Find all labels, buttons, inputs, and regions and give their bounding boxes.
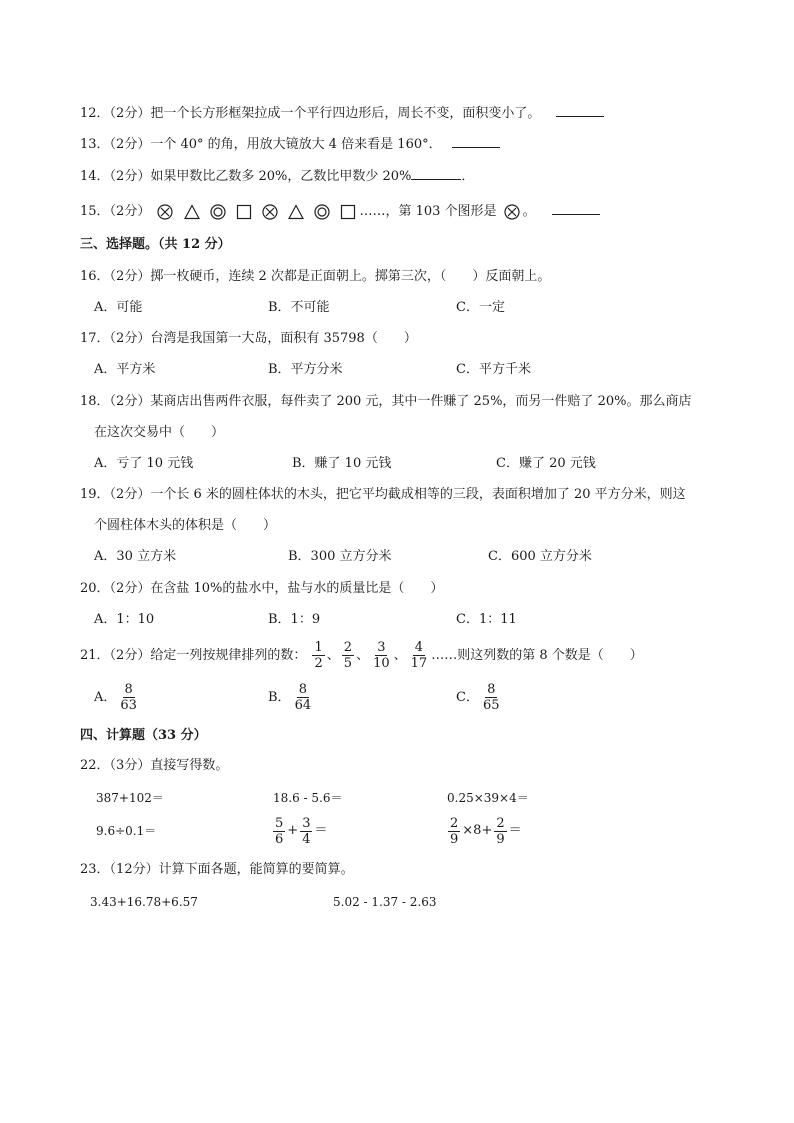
- question-23: [80, 861, 354, 879]
- numerator: 3: [302, 815, 311, 831]
- question-number: 22．: [80, 758, 110, 773]
- answer-blank[interactable]: [552, 200, 600, 215]
- question-text: 台湾是我国第一大岛，面积有 35798（ ）: [150, 331, 417, 346]
- question-text: 给定一列按规律排列的数：: [150, 648, 307, 663]
- question-15: [80, 200, 600, 221]
- circle-x-icon: [504, 204, 520, 220]
- option-a[interactable]: [94, 681, 141, 715]
- double-circle-icon: [210, 204, 226, 220]
- question-score: （2分）: [109, 487, 151, 502]
- denominator: 17: [410, 656, 428, 671]
- question-20: [80, 580, 443, 598]
- question-score: （2分）: [109, 106, 151, 121]
- section-heading: 四、计算题（33 分）: [80, 728, 207, 743]
- option-a[interactable]: A．可能: [94, 300, 143, 315]
- answer-blank[interactable]: [556, 102, 604, 117]
- option-c[interactable]: C．600 立方分米: [488, 549, 592, 564]
- numerator: 3: [377, 640, 386, 655]
- option-b[interactable]: B．赚了 10 元钱: [292, 456, 392, 471]
- question-tail: 。: [522, 204, 536, 219]
- option-b[interactable]: B．平方分米: [268, 362, 343, 377]
- question-18: [80, 393, 691, 411]
- numerator: 5: [275, 815, 284, 831]
- question-score: （12分）: [109, 862, 159, 877]
- option-c[interactable]: C．1：11: [456, 612, 517, 627]
- question-score: （2分）: [109, 169, 151, 184]
- equals-sign: ＝: [314, 823, 328, 838]
- question-21: [80, 639, 643, 673]
- question-number: 21．: [80, 648, 110, 663]
- fraction: [448, 816, 460, 847]
- calc-item: 5.02 - 1.37 - 2.63: [333, 895, 437, 909]
- option-b[interactable]: B．300 立方分米: [288, 549, 392, 564]
- option-b[interactable]: B．1：9: [268, 612, 321, 627]
- question-16: [80, 268, 550, 286]
- denominator: 63: [120, 698, 137, 713]
- calc-item: 0.25×39×4＝: [447, 791, 529, 805]
- option-b[interactable]: [268, 681, 315, 715]
- option-fraction: [293, 682, 314, 713]
- question-score: （2分）: [109, 137, 151, 152]
- option-a[interactable]: A．1：10: [94, 612, 155, 627]
- question-number: 15．: [80, 204, 110, 219]
- double-circle-icon: [314, 204, 330, 220]
- question-number: 13．: [80, 137, 110, 152]
- equals-sign: ＝: [508, 823, 522, 838]
- question-score: （2分）: [109, 204, 151, 219]
- numerator: 8: [124, 682, 133, 697]
- question-score: （2分）: [109, 394, 151, 409]
- fraction: [300, 816, 312, 847]
- question-number: 16．: [80, 269, 110, 284]
- denominator: 2: [314, 656, 323, 671]
- sequence-fraction: [312, 640, 324, 671]
- denominator: 6: [275, 831, 284, 847]
- calc-item: 387+102＝: [96, 791, 164, 805]
- question-number: 23．: [80, 862, 110, 877]
- triangle-icon: [184, 204, 200, 220]
- question-text: 某商店出售两件衣服，每件卖了 200 元，其中一件赚了 25%，而另一件赔了 20%。那么商店: [150, 394, 692, 409]
- question-19: [80, 486, 686, 504]
- answer-blank[interactable]: [411, 165, 461, 180]
- separator: 、: [356, 648, 370, 663]
- question-text: 一个长 6 米的圆柱体状的木头，把它平均截成相等的三段，表面积增加了 20 平方分米，则这: [150, 487, 686, 502]
- operator: +: [287, 823, 299, 838]
- triangle-icon: [288, 204, 304, 220]
- calc-item: [271, 813, 327, 850]
- question-text: 如果甲数比乙数多 20%，乙数比甲数少 20%: [150, 169, 412, 184]
- option-a[interactable]: A．亏了 10 元钱: [94, 456, 194, 471]
- fraction: [494, 816, 506, 847]
- question-text: 计算下面各题，能简算的要简算。: [158, 862, 354, 877]
- option-label: B．: [268, 690, 291, 705]
- question-text: 掷一枚硬币，连续 2 次都是正面朝上。掷第三次，（ ）反面朝上。: [150, 269, 551, 284]
- circle-x-icon: [262, 204, 278, 220]
- option-b[interactable]: B．不可能: [268, 300, 330, 315]
- square-icon: [236, 204, 252, 220]
- question-text-continued: 在这次交易中（ ）: [94, 425, 225, 440]
- sequence-fraction: [342, 640, 354, 671]
- question-tail: ．: [461, 169, 475, 184]
- denominator: 10: [373, 656, 390, 671]
- question-number: 19．: [80, 487, 110, 502]
- question-number: 17．: [80, 331, 110, 346]
- square-icon: [340, 204, 356, 220]
- denominator: 5: [343, 656, 353, 671]
- question-text: 在含盐 10%的盐水中，盐与水的质量比是（ ）: [150, 581, 444, 596]
- question-number: 20．: [80, 581, 110, 596]
- question-score: （2分）: [109, 648, 151, 663]
- numerator: 8: [487, 682, 496, 697]
- question-text: 把一个长方形框架拉成一个平行四边形后，周长不变，面积变小了。: [150, 106, 541, 121]
- option-label: A．: [94, 690, 117, 705]
- option-c[interactable]: [456, 681, 504, 715]
- question-text: 直接写得数。: [150, 758, 229, 773]
- denominator: 4: [302, 831, 311, 847]
- option-c[interactable]: C．平方千米: [456, 362, 531, 377]
- question-12: [80, 102, 604, 123]
- sequence-fraction: [371, 640, 392, 671]
- question-score: （2分）: [109, 269, 151, 284]
- denominator: 9: [450, 831, 459, 847]
- fraction: [273, 816, 285, 847]
- separator: 、: [326, 648, 340, 663]
- numerator: 4: [414, 640, 424, 655]
- section-heading: 三、选择题。（共 12 分）: [80, 237, 231, 252]
- numerator: 2: [343, 640, 353, 655]
- numerator: 8: [298, 682, 307, 697]
- question-score: （2分）: [109, 581, 151, 596]
- question-14: [80, 165, 474, 186]
- operator: ×8+: [462, 823, 493, 838]
- option-fraction: [118, 682, 139, 713]
- option-a[interactable]: A．平方米: [94, 362, 156, 377]
- option-c[interactable]: C．赚了 20 元钱: [496, 456, 596, 471]
- question-text: ……，第 103 个图形是: [359, 204, 497, 219]
- separator: 、: [393, 648, 407, 663]
- sequence-fraction: [409, 640, 430, 671]
- calc-item: 18.6 - 5.6＝: [273, 791, 343, 805]
- question-number: 12．: [80, 106, 110, 121]
- option-label: C．: [456, 690, 479, 705]
- numerator: 2: [450, 815, 459, 831]
- calc-item: 9.6÷0.1＝: [96, 824, 157, 838]
- circle-x-icon: [157, 204, 173, 220]
- question-score: （2分）: [109, 331, 151, 346]
- numerator: 2: [496, 815, 505, 831]
- question-text: ……则这列数的第 8 个数是（ ）: [431, 648, 643, 663]
- calc-item: [446, 813, 522, 850]
- question-score: （3分）: [109, 758, 151, 773]
- question-text-continued: 个圆柱体木头的体积是（ ）: [94, 518, 277, 533]
- question-13: [80, 133, 500, 154]
- numerator: 1: [314, 640, 323, 655]
- question-22: [80, 757, 228, 775]
- answer-blank[interactable]: [452, 133, 500, 148]
- calc-item: 3.43+16.78+6.57: [90, 895, 198, 909]
- option-fraction: [481, 682, 502, 713]
- question-17: [80, 330, 417, 348]
- denominator: 64: [294, 698, 312, 713]
- option-c[interactable]: C．一定: [456, 300, 505, 315]
- question-number: 18．: [80, 394, 110, 409]
- question-text: 一个 40° 的角，用放大镜放大 4 倍来看是 160°．: [150, 137, 442, 152]
- denominator: 9: [496, 831, 505, 847]
- denominator: 65: [482, 698, 500, 713]
- option-a[interactable]: A．30 立方米: [94, 549, 177, 564]
- question-number: 14．: [80, 169, 110, 184]
